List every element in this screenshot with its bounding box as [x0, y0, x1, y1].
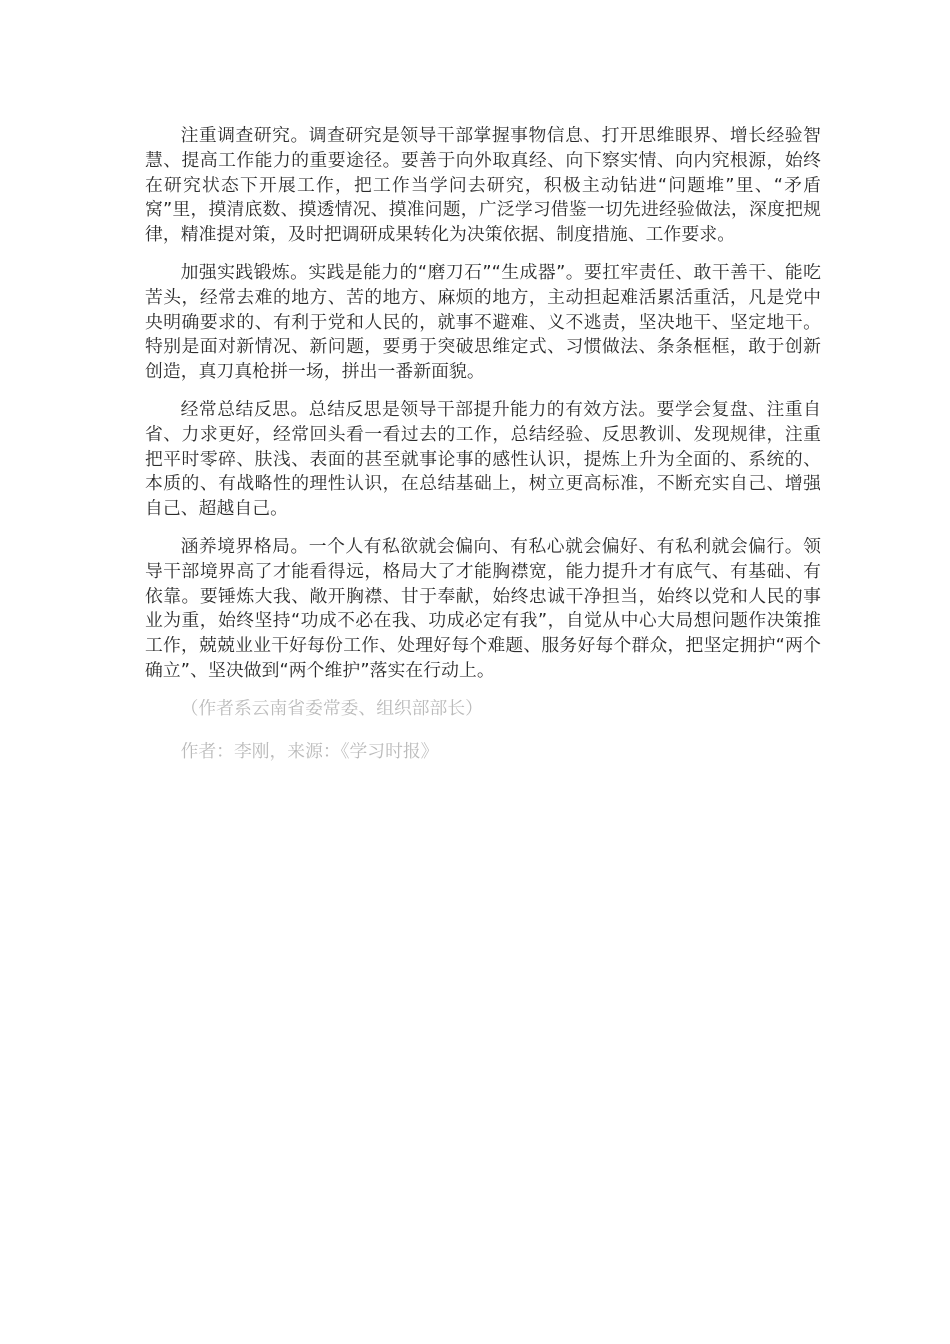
paragraph-research: 注重调查研究。调查研究是领导干部掌握事物信息、打开思维眼界、增长经验智慧、提高工作能力的重要途径。要善于向外取真经、向下察实情、向内究根源，始终在研究状态下开展工作，把工作当学问去研究，积极主动钻进“问题堆”里、“矛盾窝”里，摸清底数、摸透情况、摸准问题，广泛学习借鉴一切先进经验做法，深度把规律，精准提对策，及时把调研成果转化为决策依据、制度措施、工作要求。	[145, 125, 821, 246]
source-line: 作者：李刚，来源：《学习时报》	[180, 740, 439, 762]
paragraph-vision: 涵养境界格局。一个人有私欲就会偏向、有私心就会偏好、有私利就会偏行。领导干部境界高了才能看得远，格局大了才能胸襟宽，能力提升才有底气、有基础、有依靠。要锤炼大我、敞开胸襟、甘于奉献，始终忠诚干净担当，始终以党和人民的事业为重，始终坚持“功成不必在我、功成必定有我”，自觉从中心大局想问题作决策推工作，兢兢业业干好每份工作、处理好每个难题、服务好每个群众，把坚定拥护“两个确立”、坚决做到“两个维护”落实在行动上。	[145, 535, 821, 681]
paragraph-practice: 加强实践锻炼。实践是能力的“磨刀石”“生成器”。要扛牢责任、敢干善干、能吃苦头，经常去难的地方、苦的地方、麻烦的地方，主动担起难活累活重活，凡是党中央明确要求的、有利于党和人民的，就事不避难、义不逃责，坚决地干、坚定地干。特别是面对新情况、新问题，要勇于突破思维定式、习惯做法、条条框框，敢于创新创造，真刀真枪拼一场，拼出一番新面貌。	[145, 261, 821, 383]
author-note: （作者系云南省委常委、组织部部长）	[180, 697, 483, 719]
article-body	[145, 124, 821, 782]
paragraph-reflection: 经常总结反思。总结反思是领导干部提升能力的有效方法。要学会复盘、注重自省、力求更好，经常回头看一看过去的工作，总结经验、反思教训、发现规律，注重把平时零碎、肤浅、表面的甚至就事论事的感性认识，提炼上升为全面的、系统的、本质的、有战略性的理性认识，在总结基础上，树立更高标准，不断充实自己、增强自己、超越自己。	[145, 398, 821, 520]
